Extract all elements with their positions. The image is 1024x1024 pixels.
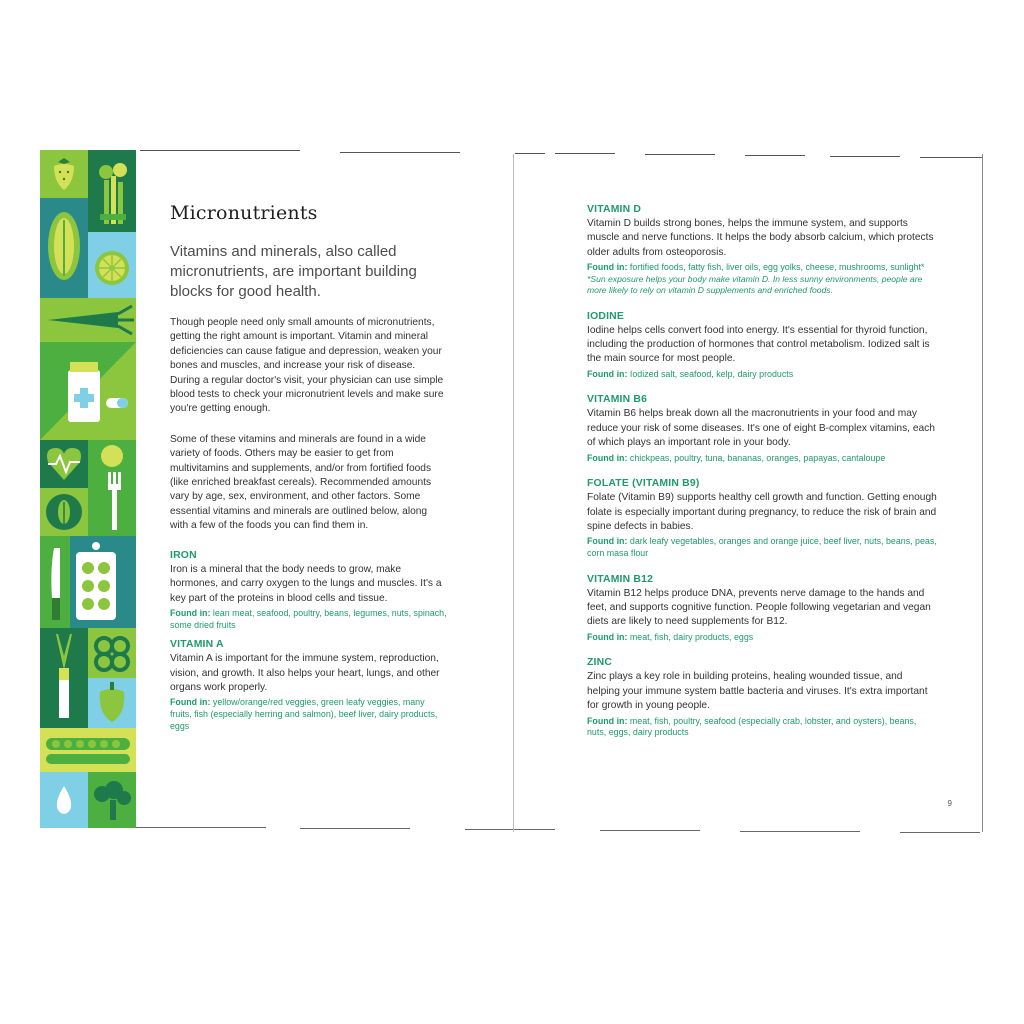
footnote: *Sun exposure helps your body make vitamin D. In less sunny environments, people are more likely to rely on vitamin D supplements and enriched foods. <box>587 273 923 296</box>
left-text-column <box>170 202 448 740</box>
nutrient-title: ZINC <box>587 657 613 669</box>
nutrient-title: VITAMIN B6 <box>587 394 648 406</box>
food-sources <box>170 697 448 732</box>
nutrient-description: Zinc plays a key role in building proteins, healing wounded tissue, and helping your immune system battle bacteria and viruses. It's extra important for growth in young people. <box>587 671 928 712</box>
food-list: meat, fish, poultry, seafood (especially crab, lobster, and oysters), beans, nuts, eggs, dairy products <box>587 715 917 738</box>
food-sources <box>587 536 937 559</box>
nutrient-section-vitamin-a <box>170 639 448 732</box>
booklet-spread <box>40 150 984 832</box>
page-edge <box>900 832 980 833</box>
nutrient-title: VITAMIN B12 <box>587 573 654 585</box>
nutrient-title: FOLATE (VITAMIN B9) <box>587 478 700 490</box>
nutrient-description: Vitamin B12 helps produce DNA, prevents nerve damage to the hands and feet, and supports cognitive function. People following vegetarian and vegan diets are likely to need supplements for B12. <box>587 587 931 628</box>
page-edge <box>300 828 410 829</box>
right-text-column <box>587 204 937 753</box>
nutrient-description: Vitamin A is important for the immune system, reproduction, vision, and growth. It also helps your heart, lungs, and other organs work properly. <box>170 653 440 693</box>
page-title: Micronutrients <box>170 202 318 224</box>
right-page <box>513 154 983 832</box>
left-page <box>40 150 515 828</box>
nutrient-description: Iodine helps cells convert food into energy. It's essential for thyroid function, including the production of hormones that control metabolism. Iodized salt is the main source for most people. <box>587 324 930 365</box>
food-list: meat, fish, dairy products, eggs <box>629 631 754 642</box>
nutrient-description: Vitamin B6 helps break down all the macronutrients in your food and may reduce your risk of some diseases. It's one of eight B-complex vitamins, each of which plays an important role in your body. <box>587 408 935 449</box>
food-list: dark leafy vegetables, oranges and orange juice, beef liver, nuts, beans, peas, corn masa flour <box>587 536 937 559</box>
nutrient-description: Iron is a mineral that the body needs to grow, make hormones, and carry oxygen to the lungs and muscles. It's a key part of the proteins in blood cells and tissue. <box>170 563 442 604</box>
food-illustration-strip <box>40 150 136 828</box>
food-sources <box>587 369 937 381</box>
found-in-label: Found in: <box>587 536 628 547</box>
food-sources <box>587 716 937 739</box>
leaf-icon <box>46 494 82 530</box>
lettuce-icon <box>48 212 80 280</box>
food-list: lean meat, seafood, poultry, beans, legumes, nuts, spinach, some dried fruits <box>170 607 447 630</box>
nutrient-section-iron <box>170 550 448 631</box>
intro-paragraph: Though people need only small amounts of micronutrients, getting the right amount is important. Vitamin and mineral deficiencies can cause fatigue and depression, weaken your bones and muscles, and increase your risk of disease. During a regular doctor's visit, your physician can use simple blood tests to check your micronutrient levels and make sure you're getting enough. <box>170 317 444 415</box>
intro-paragraph: Some of these vitamins and minerals are found in a wide variety of foods. Others may be easier to get from multivitamins and supplements, and/or from fortified foods (like enriched breakfast cereals). Recommended amounts vary by age, sex, environment, and other factors. Some essential vitamins and minerals are outlined below, along with a few of the foods you can find them in. <box>170 433 432 532</box>
found-in-label: Found in: <box>587 631 628 642</box>
nutrient-section-zinc <box>587 657 937 738</box>
nutrient-description: Folate (Vitamin B9) supports healthy cell growth and function. Getting enough folate is especially important during pregnancy, to reduce the risk of brain and spine defects in babies. <box>587 492 937 533</box>
food-list: Iodized salt, seafood, kelp, dairy products <box>629 368 794 379</box>
nutrient-section-vitamin-d <box>587 204 937 297</box>
found-in-label: Found in: <box>587 452 628 463</box>
food-list: chickpeas, poultry, tuna, bananas, oranges, papayas, cantaloupe <box>629 452 886 463</box>
page-number: 9 <box>947 799 952 808</box>
nutrient-section-folate <box>587 478 937 559</box>
found-in-label: Found in: <box>170 607 211 618</box>
pill-icon <box>106 398 128 408</box>
food-list: fortified foods, fatty fish, liver oils, egg yolks, cheese, mushrooms, sunlight* <box>629 262 925 273</box>
nutrient-title: IODINE <box>587 310 624 322</box>
knife-icon <box>51 548 60 620</box>
nutrient-title: VITAMIN A <box>170 639 224 651</box>
food-sources <box>587 262 937 274</box>
food-sources <box>587 632 937 644</box>
food-sources <box>170 608 448 631</box>
found-in-label: Found in: <box>587 715 628 726</box>
cutting-board-icon <box>76 542 116 620</box>
vitamin-bottle-icon <box>68 362 100 422</box>
nutrient-section-iodine <box>587 311 937 381</box>
nutrient-section-vitamin-b6 <box>587 394 937 464</box>
nutrient-title: IRON <box>170 549 197 561</box>
found-in-label: Found in: <box>587 368 628 379</box>
food-sources <box>587 453 937 465</box>
nutrient-title: VITAMIN D <box>587 204 642 215</box>
food-list: yellow/orange/red veggies, green leafy veggies, many fruits, fish (especially herring and salmon), beef liver, dairy products, eggs <box>170 697 438 731</box>
nutrient-description: Vitamin D builds strong bones, helps the immune system, and supports muscle and nerve functions. It helps the body absorb calcium, which protects older adults from osteoporosis. <box>587 218 934 258</box>
lime-slice-icon <box>95 251 129 285</box>
lead-paragraph: Vitamins and minerals, also called micronutrients, are important building blocks for good health. <box>170 243 417 300</box>
found-in-label: Found in: <box>587 262 628 273</box>
nutrient-section-vitamin-b12 <box>587 574 937 644</box>
found-in-label: Found in: <box>170 697 211 708</box>
tile-background <box>88 628 136 678</box>
